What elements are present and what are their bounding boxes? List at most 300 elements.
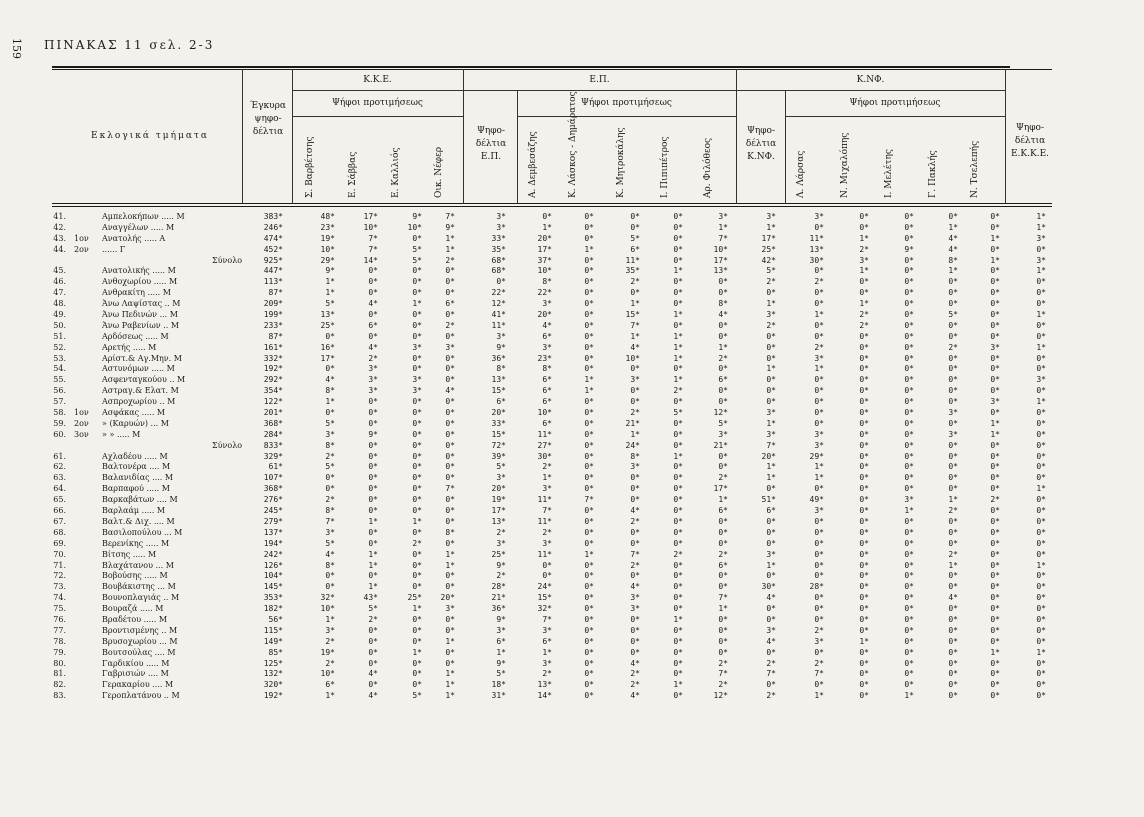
table-cell: 0* — [584, 233, 594, 243]
table-cell: 0* — [904, 397, 914, 407]
table-row — [0, 277, 1144, 288]
table-row — [0, 288, 1144, 299]
table-cell: 0* — [814, 647, 824, 657]
table-cell: 0* — [445, 571, 455, 581]
table-cell: 10* — [320, 244, 335, 254]
row-name: Αχλαδέου ..... Μ — [102, 451, 168, 461]
table-cell: 23* — [537, 353, 552, 363]
table-cell: 2* — [630, 516, 640, 526]
table-row — [0, 604, 1144, 615]
table-cell: 0* — [368, 397, 378, 407]
table-cell: 1* — [1036, 647, 1046, 657]
table-cell: 0* — [412, 418, 422, 428]
table-cell: 3* — [718, 212, 728, 221]
table-cell: 6* — [368, 320, 378, 330]
table-cell: 20* — [440, 593, 455, 603]
table-cell: 7* — [718, 669, 728, 679]
table-cell: 0* — [368, 266, 378, 276]
table-cell: 5* — [630, 233, 640, 243]
table-cell: 1* — [445, 680, 455, 690]
table-cell: 0* — [990, 451, 1000, 461]
table-cell: 1* — [496, 647, 506, 657]
table-cell: 4* — [630, 506, 640, 516]
table-cell: 0* — [990, 560, 1000, 570]
table-cell: 13* — [320, 310, 335, 320]
table-cell: 0* — [904, 342, 914, 352]
table-cell: 0* — [1036, 277, 1046, 287]
table-cell: 11* — [491, 320, 506, 330]
table-row — [0, 484, 1144, 495]
table-cell: 182* — [263, 604, 283, 614]
table-cell: 13* — [809, 244, 824, 254]
row-number: 45. — [53, 266, 66, 276]
row-name: Βροντισμένης .. Μ — [102, 625, 178, 635]
table-row — [0, 680, 1144, 691]
table-cell: 23* — [320, 222, 335, 232]
row-number: 52. — [53, 342, 66, 352]
table-cell: 0* — [1036, 549, 1046, 559]
table-cell: 11* — [537, 429, 552, 439]
table-cell: 10* — [320, 669, 335, 679]
row-number: 50. — [53, 320, 66, 330]
table-cell: 137* — [263, 527, 283, 537]
table-cell: 6* — [496, 636, 506, 646]
table-row — [0, 397, 1144, 408]
table-cell: 0* — [412, 506, 422, 516]
table-row — [0, 593, 1144, 604]
table-cell: 1* — [948, 266, 958, 276]
table-cell: 4* — [948, 233, 958, 243]
table-cell: 0* — [990, 462, 1000, 472]
sections-header: Εκλογικά τμήματα — [91, 131, 209, 141]
table-cell: 0* — [584, 440, 594, 450]
table-cell: 1* — [412, 604, 422, 614]
table-cell: 0* — [948, 484, 958, 494]
table-cell: 145* — [263, 582, 283, 592]
table-cell: 36* — [491, 604, 506, 614]
table-cell: 12* — [713, 408, 728, 418]
table-cell: 7* — [630, 549, 640, 559]
table-cell: 0* — [904, 255, 914, 265]
table-cell: 0* — [496, 277, 506, 287]
table-cell: 0* — [814, 516, 824, 526]
table-cell: 0* — [904, 625, 914, 635]
table-cell: 1* — [368, 549, 378, 559]
table-cell: 3* — [1036, 255, 1046, 265]
table-cell: 0* — [630, 288, 640, 298]
table-cell: 21* — [491, 593, 506, 603]
table-cell: 87* — [268, 331, 283, 341]
table-cell: 0* — [584, 353, 594, 363]
table-cell: 3* — [814, 429, 824, 439]
table-cell: 0* — [859, 277, 869, 287]
table-cell: 17* — [363, 212, 378, 221]
table-cell: 0* — [904, 451, 914, 461]
table-cell: 0* — [412, 614, 422, 624]
table-cell: 21* — [625, 418, 640, 428]
table-row — [0, 517, 1144, 528]
table-cell: 0* — [859, 604, 869, 614]
table-cell: 0* — [904, 429, 914, 439]
table-cell: 0* — [948, 331, 958, 341]
table-cell: 0* — [630, 222, 640, 232]
table-cell: 43* — [363, 593, 378, 603]
row-name: Βραδέτου ..... Μ — [102, 614, 168, 624]
table-cell: 383* — [263, 212, 283, 221]
row-number: 83. — [53, 691, 66, 701]
table-cell: 0* — [445, 277, 455, 287]
table-cell: 0* — [814, 527, 824, 537]
table-cell: 17* — [761, 233, 776, 243]
table-cell: 0* — [584, 538, 594, 548]
table-cell: 1* — [1036, 266, 1046, 276]
table-cell: 24* — [625, 440, 640, 450]
table-cell: 0* — [766, 538, 776, 548]
table-cell: 0* — [904, 516, 914, 526]
table-cell: 925* — [263, 255, 283, 265]
table-cell: 1* — [718, 222, 728, 232]
table-cell: 0* — [630, 484, 640, 494]
table-cell: 0* — [859, 549, 869, 559]
table-cell: 1* — [766, 418, 776, 428]
table-cell: 1* — [673, 342, 683, 352]
table-cell: 6* — [445, 299, 455, 309]
table-cell: 2* — [814, 342, 824, 352]
table-cell: 0* — [718, 397, 728, 407]
table-cell: 0* — [445, 473, 455, 483]
table-cell: 0* — [445, 408, 455, 418]
table-cell: 2* — [948, 549, 958, 559]
table-cell: 149* — [263, 636, 283, 646]
table-cell: 0* — [673, 277, 683, 287]
table-cell: 0* — [412, 331, 422, 341]
table-cell: 1* — [368, 582, 378, 592]
table-cell: 0* — [859, 440, 869, 450]
table-cell: 7* — [584, 495, 594, 505]
table-row — [0, 571, 1144, 582]
table-cell: 9* — [496, 560, 506, 570]
table-cell: 368* — [263, 418, 283, 428]
col-header: Ν. Τσελεπής — [970, 140, 980, 198]
table-cell: 6* — [542, 331, 552, 341]
table-cell: 0* — [948, 625, 958, 635]
table-cell: 1* — [814, 364, 824, 374]
table-cell: 0* — [584, 636, 594, 646]
table-cell: 3* — [990, 342, 1000, 352]
table-cell: 0* — [445, 266, 455, 276]
table-cell: 0* — [1036, 669, 1046, 679]
table-cell: 0* — [814, 593, 824, 603]
table-cell: 0* — [445, 310, 455, 320]
table-row — [0, 561, 1144, 572]
table-cell: 12* — [713, 691, 728, 701]
table-cell: 292* — [263, 375, 283, 385]
table-cell: 11* — [809, 233, 824, 243]
table-cell: 20* — [761, 451, 776, 461]
table-cell: 12* — [491, 299, 506, 309]
table-cell: 0* — [814, 484, 824, 494]
table-cell: 0* — [948, 451, 958, 461]
table-cell: 0* — [904, 233, 914, 243]
table-cell: 0* — [412, 266, 422, 276]
table-cell: 0* — [859, 212, 869, 221]
table-cell: 0* — [904, 386, 914, 396]
table-cell: 1* — [325, 288, 335, 298]
table-cell: 0* — [859, 506, 869, 516]
table-cell: 0* — [584, 593, 594, 603]
table-cell: 29* — [809, 451, 824, 461]
table-cell: 8* — [948, 255, 958, 265]
table-cell: 1* — [766, 364, 776, 374]
table-cell: 0* — [412, 408, 422, 418]
table-cell: 0* — [859, 560, 869, 570]
table-cell: 1* — [325, 691, 335, 701]
table-cell: 56* — [268, 614, 283, 624]
table-cell: 1* — [584, 386, 594, 396]
table-cell: 3* — [542, 299, 552, 309]
table-cell: 0* — [990, 288, 1000, 298]
table-cell: 194* — [263, 538, 283, 548]
table-cell: 0* — [904, 658, 914, 668]
table-row — [0, 430, 1144, 441]
table-cell: 4* — [630, 691, 640, 701]
row-name: Βλαχάτανου ... Μ — [102, 560, 174, 570]
table-cell: 0* — [990, 680, 1000, 690]
table-cell: 0* — [445, 582, 455, 592]
table-cell: 1* — [859, 266, 869, 276]
table-cell: 0* — [859, 582, 869, 592]
table-cell: 3* — [766, 310, 776, 320]
table-cell: 14* — [537, 691, 552, 701]
row-number: 53. — [53, 353, 66, 363]
table-cell: 0* — [718, 647, 728, 657]
table-cell: 0* — [412, 549, 422, 559]
table-cell: 0* — [584, 473, 594, 483]
table-cell: 0* — [766, 614, 776, 624]
table-cell: 3* — [814, 353, 824, 363]
page-number: 159 — [10, 38, 23, 59]
table-cell: 0* — [859, 418, 869, 428]
table-cell: 1* — [814, 310, 824, 320]
table-cell: 1* — [673, 680, 683, 690]
table-cell: 0* — [904, 299, 914, 309]
row-number: 58. — [53, 408, 66, 418]
table-cell: 3* — [766, 429, 776, 439]
table-cell: 1* — [445, 244, 455, 254]
table-cell: 8* — [496, 364, 506, 374]
table-cell: 3* — [445, 604, 455, 614]
table-cell: 2* — [542, 527, 552, 537]
table-cell: 2* — [718, 658, 728, 668]
table-cell: 0* — [990, 277, 1000, 287]
table-cell: 9* — [368, 429, 378, 439]
table-cell: 0* — [990, 516, 1000, 526]
table-cell: 1* — [368, 560, 378, 570]
table-cell: 1* — [673, 331, 683, 341]
table-cell: 0* — [718, 462, 728, 472]
table-cell: 0* — [990, 658, 1000, 668]
table-cell: 19* — [320, 233, 335, 243]
table-cell: 0* — [766, 680, 776, 690]
table-cell: 2* — [766, 277, 776, 287]
row-name: Άνω Πεδινών ... Μ — [102, 310, 178, 320]
table-cell: 8* — [325, 506, 335, 516]
table-cell: 0* — [584, 212, 594, 221]
table-row — [0, 495, 1144, 506]
table-cell: 0* — [584, 484, 594, 494]
table-cell: 0* — [904, 320, 914, 330]
table-cell: 0* — [368, 473, 378, 483]
table-cell: 0* — [630, 625, 640, 635]
table-cell: 0* — [542, 560, 552, 570]
table-cell: 1* — [673, 451, 683, 461]
col-header: Γ. Πακλής — [928, 150, 938, 198]
table-cell: 28* — [491, 582, 506, 592]
table-cell: 0* — [1036, 364, 1046, 374]
table-cell: 4* — [630, 582, 640, 592]
row-name: Βαλανιδίας .... Μ — [102, 473, 174, 483]
table-cell: 37* — [537, 255, 552, 265]
table-cell: 0* — [584, 418, 594, 428]
table-cell: 1* — [673, 353, 683, 363]
table-cell: 1* — [904, 691, 914, 701]
table-cell: 115* — [263, 625, 283, 635]
table-cell: 1* — [718, 495, 728, 505]
row-part: 3ον — [74, 429, 89, 439]
table-cell: 0* — [630, 614, 640, 624]
table-cell: 0* — [412, 277, 422, 287]
table-cell: 0* — [412, 560, 422, 570]
table-cell: 0* — [584, 462, 594, 472]
table-cell: 0* — [1036, 604, 1046, 614]
table-cell: 27* — [537, 440, 552, 450]
table-cell: 1* — [445, 549, 455, 559]
table-cell: 6* — [542, 386, 552, 396]
table-cell: 3* — [412, 386, 422, 396]
table-cell: 0* — [904, 408, 914, 418]
table-cell: 1* — [584, 549, 594, 559]
table-cell: 0* — [1036, 636, 1046, 646]
table-cell: 17* — [713, 484, 728, 494]
table-cell: 0* — [990, 593, 1000, 603]
table-cell: 0* — [904, 212, 914, 221]
row-name: Βουνοπλαγιάς .. Μ — [102, 593, 180, 603]
table-cell: 329* — [263, 451, 283, 461]
table-cell: 0* — [673, 604, 683, 614]
table-cell: 0* — [948, 527, 958, 537]
table-cell: 0* — [1036, 451, 1046, 461]
table-cell: 0* — [445, 429, 455, 439]
table-cell: 1* — [445, 691, 455, 701]
table-cell: 1* — [1036, 560, 1046, 570]
table-cell: 0* — [990, 636, 1000, 646]
header-bottom-rule-2 — [52, 206, 1052, 207]
table-cell: 0* — [542, 212, 552, 221]
table-cell: 0* — [630, 647, 640, 657]
table-cell: 2* — [630, 560, 640, 570]
table-cell: 13* — [491, 516, 506, 526]
row-name: Βουβάκιστης ... Μ — [102, 582, 176, 592]
divider — [785, 116, 1005, 117]
table-cell: 25* — [761, 244, 776, 254]
table-cell: 0* — [859, 614, 869, 624]
table-cell: 833* — [263, 440, 283, 450]
table-cell: 0* — [673, 364, 683, 374]
table-cell: 0* — [445, 647, 455, 657]
table-cell: 10* — [320, 604, 335, 614]
row-name: Γεροπλατάνου .. Μ — [102, 691, 180, 701]
table-row — [0, 473, 1144, 484]
row-number: 61. — [53, 451, 66, 461]
table-cell: 1* — [445, 233, 455, 243]
row-number: 57. — [53, 397, 66, 407]
table-cell: 0* — [673, 691, 683, 701]
table-row — [0, 310, 1144, 321]
table-cell: 68* — [491, 266, 506, 276]
table-cell: 0* — [584, 364, 594, 374]
table-row — [0, 332, 1144, 343]
table-cell: 0* — [325, 331, 335, 341]
table-cell: 0* — [948, 691, 958, 701]
table-row — [0, 354, 1144, 365]
table-cell: 0* — [718, 288, 728, 298]
table-cell: 0* — [445, 506, 455, 516]
table-row — [0, 626, 1144, 637]
table-cell: 0* — [368, 462, 378, 472]
table-cell: 0* — [673, 222, 683, 232]
table-cell: 0* — [445, 658, 455, 668]
table-cell: 7* — [766, 440, 776, 450]
table-cell: 0* — [718, 386, 728, 396]
table-cell: 1* — [766, 299, 776, 309]
table-cell: 3* — [630, 462, 640, 472]
table-cell: 1* — [673, 310, 683, 320]
table-cell: 0* — [990, 549, 1000, 559]
table-cell: 0* — [325, 364, 335, 374]
table-cell: 1* — [948, 495, 958, 505]
col-header: Ε. Καλλιός — [391, 147, 401, 198]
table-cell: 3* — [766, 408, 776, 418]
table-cell: 4* — [368, 669, 378, 679]
row-number: 60. — [53, 429, 66, 439]
table-cell: 0* — [990, 538, 1000, 548]
table-cell: 0* — [859, 353, 869, 363]
table-cell: 0* — [584, 516, 594, 526]
table-cell: 0* — [859, 538, 869, 548]
table-cell: 3* — [412, 342, 422, 352]
table-cell: 0* — [673, 669, 683, 679]
table-cell: 0* — [584, 625, 594, 635]
table-cell: 8* — [718, 299, 728, 309]
table-cell: 2* — [990, 495, 1000, 505]
row-name: Σύνολο — [212, 440, 243, 450]
row-number: 71. — [53, 560, 66, 570]
table-cell: 3* — [496, 625, 506, 635]
table-cell: 0* — [948, 386, 958, 396]
table-cell: 1* — [814, 691, 824, 701]
table-cell: 4* — [368, 342, 378, 352]
table-cell: 0* — [948, 647, 958, 657]
table-cell: 279* — [263, 516, 283, 526]
table-cell: 28* — [809, 582, 824, 592]
table-cell: 36* — [491, 353, 506, 363]
table-cell: 0* — [673, 299, 683, 309]
row-name: ...... Γ — [102, 244, 126, 254]
table-cell: 2* — [814, 658, 824, 668]
table-cell: 5* — [412, 255, 422, 265]
table-cell: 4* — [368, 691, 378, 701]
table-cell: 15* — [491, 429, 506, 439]
